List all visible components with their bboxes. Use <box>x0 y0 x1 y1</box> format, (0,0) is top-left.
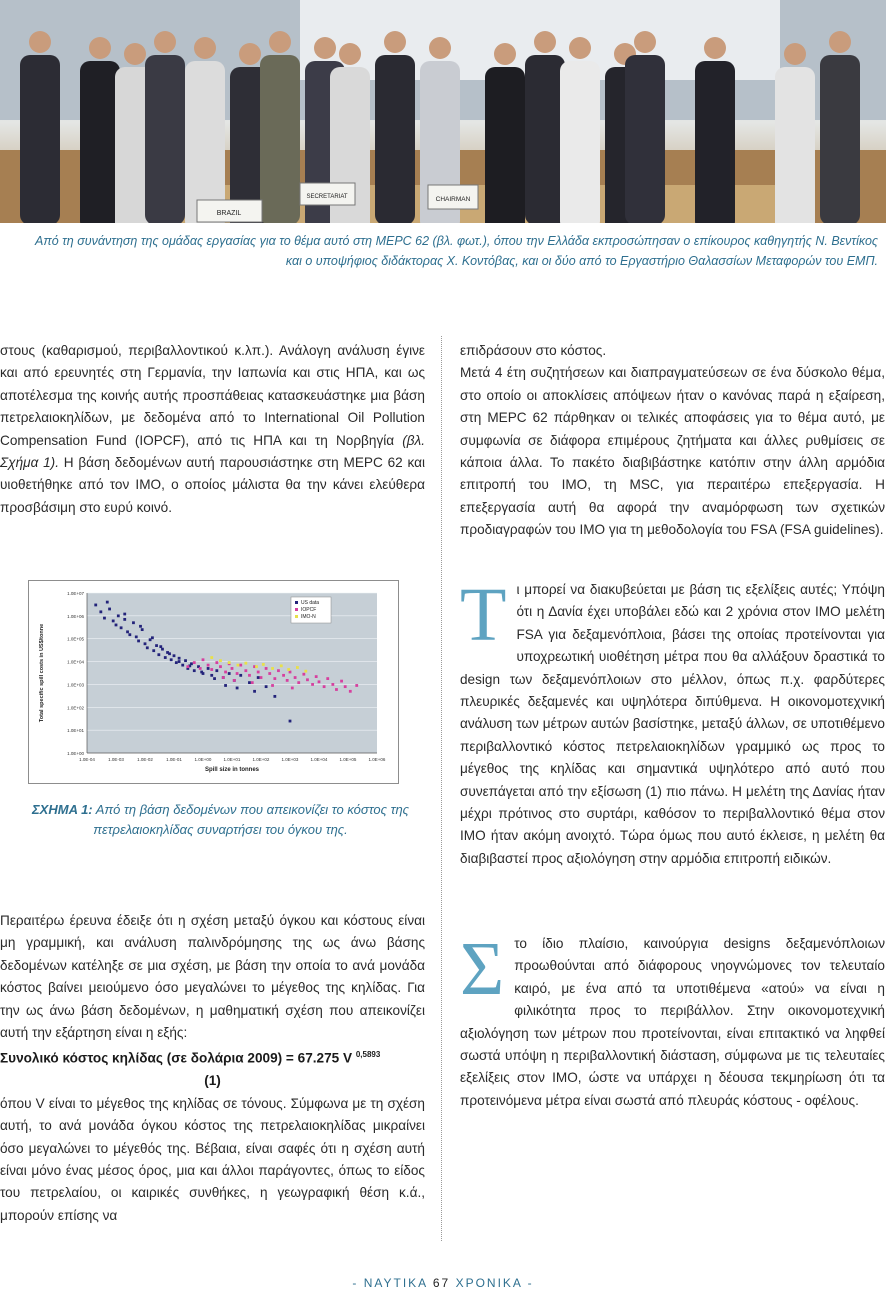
data-point <box>253 690 256 693</box>
formula-line <box>0 1044 425 1070</box>
data-point <box>120 626 123 629</box>
data-point <box>213 677 216 680</box>
data-point <box>200 671 203 674</box>
person-body <box>525 55 565 223</box>
data-point <box>224 671 227 674</box>
data-point <box>112 620 115 623</box>
data-point <box>277 669 280 672</box>
data-point <box>139 625 142 628</box>
figure-caption-label: ΣΧΗΜΑ 1: <box>32 802 93 817</box>
data-point <box>219 659 222 662</box>
data-point <box>355 684 358 687</box>
person-head <box>534 31 556 53</box>
right-paragraph-4: το ίδιο πλαίσιο, καινούργια designs δεξαμενόπλοιων προωθούνται από διάφορους νηογνώμονες τον τελευταίο καιρό, με ένα από τα υποτιθέμενα «ατού» να είναι η φιλικότητα προς το περιβάλλον. Στην οικονομοτεχνική αξιολόγηση των μέτρων που προτείνονται, είναι επιτακτικό να ληφθεί σωστά υπόψη η περιβαλλοντική διάσταση, σύμφωνα με τις τελευταίες εξελίξεις στον IMO, ώστε να υπάρχει η δέουσα τεκμηρίωση ότι τα προτεινόμενα μέτρα είναι σωστά από πλευράς κόστους - οφέλους. <box>460 936 885 1108</box>
data-point <box>210 668 213 671</box>
person-body <box>820 55 860 223</box>
left-column-bottom <box>0 910 425 1227</box>
person-body <box>485 67 525 223</box>
data-point <box>289 720 292 723</box>
left-paragraph-1: στους (καθαρισμού, περιβαλλοντικού κ.λπ.). Ανάλογη ανάλυση έγινε και από ερευνητές στη Γερμανία, την Ιαπωνία και στις ΗΠΑ, και ως αποτέλεσμα της κοινής αυτής προσπάθειας κατασκευάστηκε μια βάση πετρελαιοκηλίδων, με δεδομένα από το International Oil Pollution Compensation Fund (IOPCF), από τις ΗΠΑ και τη Νορβηγία <box>0 343 425 448</box>
x-tick-label: 1.0E-03 <box>108 757 124 762</box>
person-body <box>260 55 300 223</box>
data-point <box>302 673 305 676</box>
data-point <box>273 695 276 698</box>
data-point <box>199 667 202 670</box>
left-paragraph-2: Περαιτέρω έρευνα έδειξε ότι η σχέση μεταξύ όγκου και κόστους είναι μη γραμμική, και ανάλυση παλινδρόμησης της ως άνω βάσης δεδομένων κατέληξε σε μια σχέση, με βάση την οποία το ανά μονάδα κόστος βαίνει μειούμενο όσο μεγαλώνει το μέγεθος της κηλίδας. Για την ως άνω βάση δεδομένων, η μαθηματική σχέση που απεικονίζει αυτή την εξάρτηση είναι η εξής: <box>0 913 425 1041</box>
person-head <box>339 43 361 65</box>
legend-marker <box>295 608 298 611</box>
formula-exponent: 0,5893 <box>355 1050 381 1060</box>
x-tick-label: 1.0E-01 <box>166 757 182 762</box>
data-point <box>315 675 318 678</box>
data-point <box>219 665 222 668</box>
data-point <box>181 664 184 667</box>
data-point <box>202 658 205 661</box>
data-point <box>344 685 347 688</box>
data-point <box>151 636 154 639</box>
meeting-photo-drawing <box>0 0 886 223</box>
data-point <box>170 658 173 661</box>
person-head <box>634 31 656 53</box>
x-tick-label: 1.0E-04 <box>79 757 95 762</box>
photo-tag-secretariat: SECRETARIAT <box>306 194 348 200</box>
data-point <box>306 678 309 681</box>
person-head <box>124 43 146 65</box>
data-point <box>115 624 118 627</box>
person-head <box>569 37 591 59</box>
data-point <box>318 680 321 683</box>
data-point <box>260 676 263 679</box>
person-head <box>314 37 336 59</box>
person-body <box>145 55 185 223</box>
person-head <box>269 31 291 53</box>
data-point <box>106 601 109 604</box>
data-point <box>244 669 247 672</box>
data-point <box>178 660 181 663</box>
data-point <box>128 633 131 636</box>
person-head <box>429 37 451 59</box>
data-point <box>175 661 178 664</box>
x-tick-label: 1.0E+02 <box>252 757 270 762</box>
data-point <box>237 664 240 667</box>
data-point <box>215 661 218 664</box>
person-head <box>784 43 806 65</box>
person-head <box>494 43 516 65</box>
data-point <box>282 674 285 677</box>
data-point <box>304 670 307 673</box>
x-tick-label: 1.0E-02 <box>137 757 153 762</box>
legend-marker <box>295 615 298 618</box>
person-head <box>194 37 216 59</box>
data-point <box>164 656 167 659</box>
person-head <box>384 31 406 53</box>
y-tick-label: 1.0E+04 <box>67 659 84 665</box>
data-point <box>152 649 155 652</box>
data-point <box>135 636 138 639</box>
data-point <box>157 653 160 656</box>
x-tick-label: 1.0E+03 <box>281 757 299 762</box>
data-point <box>257 671 260 674</box>
data-point <box>224 684 227 687</box>
x-tick-label: 1.0E+05 <box>339 757 357 762</box>
scatter-chart <box>29 581 398 783</box>
legend-marker <box>295 601 298 604</box>
column-divider <box>441 336 442 1241</box>
data-point <box>215 669 218 672</box>
y-tick-label: 1.0E+07 <box>67 591 84 596</box>
data-point <box>239 674 242 677</box>
figure-reference: (βλ. Σχήμα 1). <box>0 432 425 471</box>
person-head <box>89 37 111 59</box>
meeting-photo <box>0 0 886 223</box>
data-point <box>280 664 283 667</box>
x-tick-label: 1.0E+01 <box>223 757 241 762</box>
data-point <box>271 684 274 687</box>
data-point <box>126 630 129 633</box>
left-paragraph-1-end: Η βάση δεδομένων αυτή παρουσιάστηκε στη MEPC 62 και υιοθετήθηκε από τον IMO, ο οποίος μάλιστα θα την κάνει ελεύθερα προσβάσιμη στο ευρύ κοινό. <box>0 455 425 515</box>
person-head <box>29 31 51 53</box>
y-tick-label: 1.0E+02 <box>67 705 84 711</box>
data-point <box>99 610 102 613</box>
data-point <box>146 646 149 649</box>
data-point <box>222 676 225 679</box>
person-body <box>775 67 815 223</box>
data-point <box>233 679 236 682</box>
y-tick-label: 1.0E+03 <box>67 682 84 688</box>
data-point <box>123 618 126 621</box>
formula-number: (1) <box>204 1073 221 1089</box>
x-tick-label: 1.0E+04 <box>310 757 328 762</box>
footer-left: - ΝΑΥΤΙΚΑ <box>352 1276 428 1290</box>
person-body <box>625 55 665 223</box>
data-point <box>291 687 294 690</box>
data-point <box>193 669 196 672</box>
data-point <box>289 671 292 674</box>
data-point <box>340 680 343 683</box>
data-point <box>207 664 210 667</box>
page-footer <box>0 1276 886 1290</box>
right-column-top <box>460 340 885 542</box>
data-point <box>207 667 210 670</box>
data-point <box>159 645 162 648</box>
person-body <box>560 61 600 223</box>
data-point <box>132 621 135 624</box>
data-point <box>244 662 247 665</box>
right-paragraph-2: Μετά 4 έτη συζητήσεων και διαπραγματεύσεων σε ένα δύσκολο θέμα, στο οποίο οι αποκλίσεις απόψεων ήταν ο κανόνας παρά η εξαίρεση, στη MEPC 62 πάρθηκαν οι τελικές αποφάσεις για το θέμα αυτό, με συμφωνία σε διάφορα επιμέρους ζητήματα και άλλες ρυθμίσεις σε κάποια άλλα. Το πακέτο διαβιβάστηκε κατόπιν στην άλλη αρμόδια επιτροπή του IMO, τη MSC, για περαιτέρω επεξεργασία. Η επεξεργασία αυτή θα αφορά την αναμόρφωση των σχετικών προδιαγραφών του IMO για τη μεθοδολογία του FSA (FSA guidelines). <box>460 365 885 538</box>
data-point <box>210 674 213 677</box>
plot-area <box>87 593 377 753</box>
right-paragraph-1: επιδράσουν στο κόστος. <box>460 343 607 358</box>
left-paragraph-3: όπου V είναι το μέγεθος της κηλίδας σε τόνους. Σύμφωνα με τη σχέση αυτή, το ανά μονάδα όγκου κόστος της πετρελαιοκηλίδας μικραίνει όσο μεγαλώνει το μέγεθός της. Βέβαια, είναι σαφές ότι η σχέση αυτή είναι μόνο ένας μέσος όρος, μια και άλλοι παράγοντες, όπως το είδος του πετρελαίου, οι καιρικές συνθήκες, η γεωγραφική θέση κ.ά., μπορούν επίσης να <box>0 1095 425 1223</box>
footer-right: ΧΡΟΝΙΚΑ - <box>455 1276 534 1290</box>
dropcap-t: Τ <box>460 573 507 657</box>
y-tick-label: 1.0E+06 <box>67 613 84 619</box>
data-point <box>239 664 242 667</box>
data-point <box>168 652 171 655</box>
figure-1-chart <box>28 580 399 784</box>
x-tick-label: 1.0E+00 <box>194 757 212 762</box>
person-body <box>695 61 735 223</box>
photo-tag-chairman: CHAIRMAN <box>435 196 471 203</box>
data-point <box>103 617 106 620</box>
data-point <box>294 676 297 679</box>
y-tick-label: 1.0E+05 <box>67 636 84 642</box>
data-point <box>228 661 231 664</box>
legend-label: US data <box>301 600 320 606</box>
data-point <box>141 628 144 631</box>
person-body <box>80 61 120 223</box>
page-number: 67 <box>432 1276 451 1290</box>
data-point <box>273 677 276 680</box>
data-point <box>262 663 265 666</box>
person-head <box>154 31 176 53</box>
formula: Συνολικό κόστος κηλίδας (σε δολάρια 2009) = 67.275 V <box>0 1050 353 1066</box>
photo-tag-brazil: BRAZIL <box>216 210 242 217</box>
legend-label: IMO-N <box>301 614 316 620</box>
data-point <box>311 683 314 686</box>
data-point <box>257 676 260 679</box>
data-point <box>265 685 268 688</box>
data-point <box>326 677 329 680</box>
person-body <box>20 55 60 223</box>
data-point <box>94 604 97 607</box>
data-point <box>210 656 213 659</box>
data-point <box>323 685 326 688</box>
dropcap-s: Σ <box>460 927 505 1011</box>
data-point <box>193 661 196 664</box>
data-point <box>349 690 352 693</box>
legend-label: IOPCF <box>301 607 317 613</box>
data-point <box>251 681 254 684</box>
data-point <box>184 659 187 662</box>
data-point <box>287 668 290 671</box>
person-body <box>375 55 415 223</box>
data-point <box>231 667 234 670</box>
data-point <box>268 672 271 675</box>
data-point <box>108 608 111 611</box>
photo-caption: Από τη συνάντηση της ομάδας εργασίας για το θέμα αυτό στη MEPC 62 (βλ. φωτ.), όπου την Ελλάδα εκπροσώπησαν ο επίκουρος καθηγητής Ν. Βεντίκος και ο υποψήφιος διδάκτορας Χ. Κοντόβας, και οι δύο από το Εργαστήριο Θαλασσίων Μεταφορών του ΕΜΠ. <box>35 234 878 268</box>
y-tick-label: 1.0E+01 <box>67 728 84 734</box>
figure-caption <box>0 800 441 840</box>
y-tick-label: 1.0E+00 <box>67 751 84 756</box>
left-column-top <box>0 340 425 519</box>
data-point <box>117 614 120 617</box>
data-point <box>271 667 274 670</box>
person-head <box>239 43 261 65</box>
right-column-section-2 <box>460 927 885 1112</box>
data-point <box>248 674 251 677</box>
right-column-section-1 <box>460 573 885 870</box>
data-point <box>331 683 334 686</box>
data-point <box>335 688 338 691</box>
y-axis-label: Total specific spill costs in US$/tonne <box>39 623 45 723</box>
data-point <box>236 687 239 690</box>
data-point <box>297 681 300 684</box>
data-point <box>296 666 299 669</box>
data-point <box>144 642 147 645</box>
data-point <box>248 681 251 684</box>
right-paragraph-3: ι μπορεί να διακυβεύεται με βάση τις εξελίξεις αυτές; Υπόψη ότι η Δανία έχει υποβάλει εδώ και 2 χρόνια στον IMO μελέτη FSA για δεξαμενόπλοια, βάσει της οποίας προτείνονται για υποχρεωτική υιοθέτηση μέτρα που θα αλλάξουν δραστικά το design των δεξαμενόπλοιων στο μέλλον, όπως π.χ. φαρδύτερες πλευρικές δεξαμενές και υψηλότερα διπύθμενα. Η οικονομοτεχνική ανάλυση των μέτρων αυτών βασίστηκε, μεταξύ άλλων, σε υποτιθέμενο περιβαλλοντικό κόστος πετρελαιοκηλίδων γραμμικό ως προς το μέγεθος της κηλίδας και σημαντικά υψηλότερο από αυτό που συνεπάγεται από την εξίσωση (1) πιο πάνω. Η μελέτη της Δανίας ήταν μέχρι πρότινος στο συρτάρι, καθόσον το περιβαλλοντικό θέμα στον IMO ήταν ακόμη ανοιχτό. Τώρα όμως που αυτό έκλεισε, η μελέτη θα διαβιβαστεί προς αξιολόγηση στην αρμόδια επιτροπή ειδικών. <box>460 582 885 866</box>
data-point <box>236 672 239 675</box>
data-point <box>137 640 140 643</box>
data-point <box>178 657 181 660</box>
data-point <box>255 665 258 668</box>
data-point <box>123 613 126 616</box>
data-point <box>173 654 176 657</box>
data-point <box>155 644 158 647</box>
person-head <box>829 31 851 53</box>
data-point <box>265 667 268 670</box>
figure-caption-text: Από τη βάση δεδομένων που απεικονίζει το κόστος της πετρελαιοκηλίδας συναρτήσει του όγκου της. <box>93 802 409 837</box>
person-body <box>185 61 225 223</box>
x-axis-label: Spill size in tonnes <box>204 767 260 773</box>
data-point <box>286 679 289 682</box>
data-point <box>186 665 189 668</box>
data-point <box>161 648 164 651</box>
x-tick-label: 1.0E+06 <box>368 757 386 762</box>
person-head <box>704 37 726 59</box>
data-point <box>228 672 231 675</box>
